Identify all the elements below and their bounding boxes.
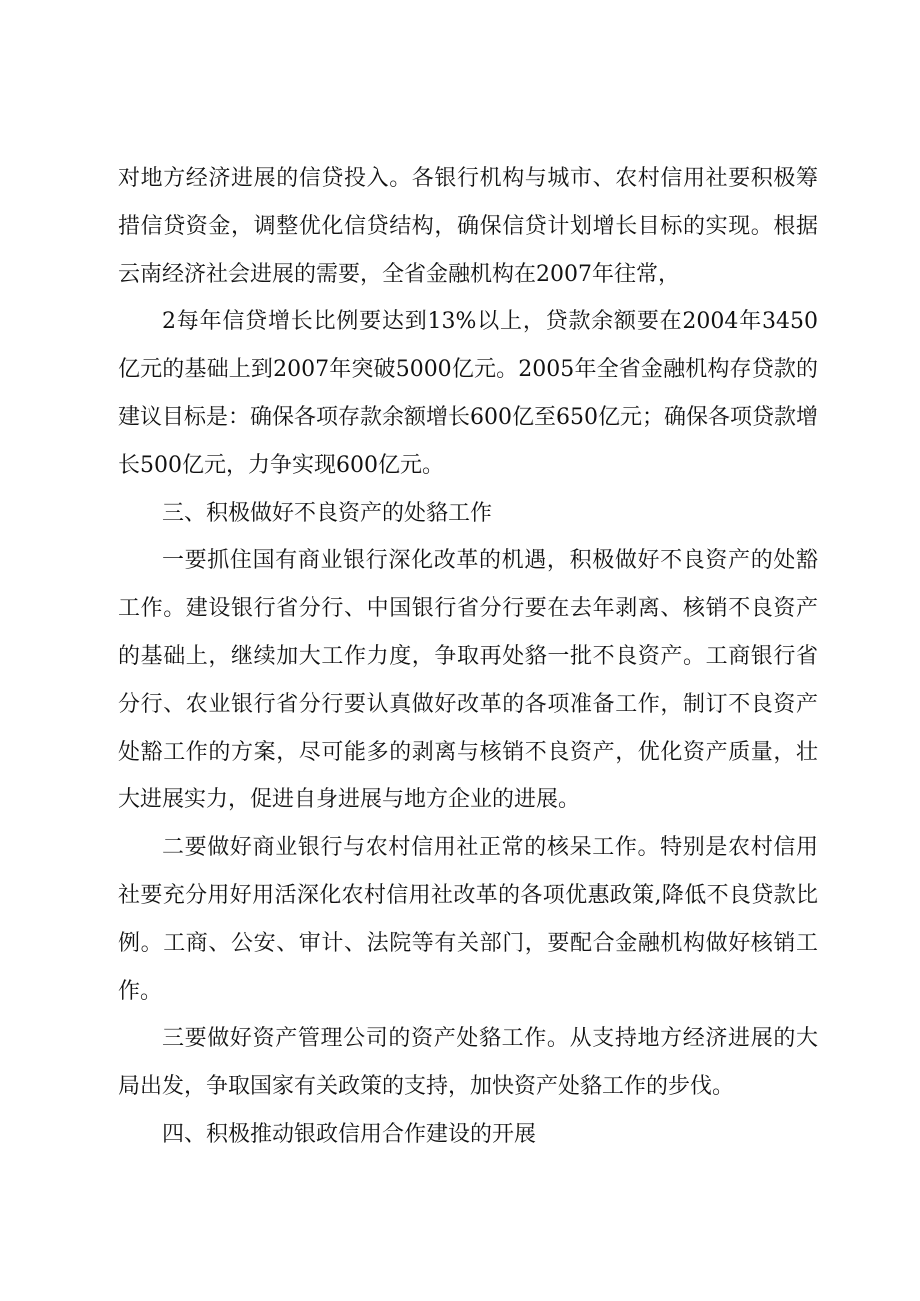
paragraph-asset-management: 三要做好资产管理公司的资产处貉工作。从支持地方经济进展的大局出发，争取国家有关政策的支持，加快资产处貉工作的步伐。 — [118, 1026, 818, 1100]
section-heading-bank-government-credit: 四、积极推动银政信用合作建设的开展 — [162, 1121, 537, 1147]
paragraph-state-bank-reform: 一要抓住国有商业银行深化改革的机遇，积极做好不良资产的处豁工作。建设银行省分行、中国银行省分行要在去年剥离、核销不良资产的基础上，继续加大工作力度，争取再处貉一批不良资产。工商银行省分行、农业银行省分行要认真做好改革的各项准备工作，制订不良资产处豁工作的方案，尽可能多的剥离与核销不良资产，优化资产质量，壮大进展实力，促进自身进展与地方企业的进展。 — [118, 548, 818, 813]
paragraph-credit-targets: 2每年信贷增长比例要达到13%以上，贷款余额要在2004年3450亿元的基础上到2007年突破5000亿元。2005年全省金融机构存贷款的建议目标是：确保各项存款余额增长600亿至650亿元；确保各项贷款增长500亿元，力争实现600亿元。 — [118, 309, 818, 478]
section-heading-non-performing-assets: 三、积极做好不良资产的处貉工作 — [162, 500, 493, 526]
paragraph-credit-investment: 对地方经济进展的信贷投入。各银行机构与城市、农村信用社要积极筹措信贷资金，调整优化信贷结构，确保信贷计划增长目标的实现。根据云南经济社会进展的需要，全省金融机构在2007年往常， — [118, 166, 818, 287]
document-body — [118, 155, 818, 1159]
paragraph-write-off-work: 二要做好商业银行与农村信用社正常的核呆工作。特别是农村信用社要充分用好用活深化农村信用社改革的各项优惠政策,降低不良贷款比例。工商、公安、审计、法院等有关部门，要配合金融机构做好核销工作。 — [118, 835, 818, 1004]
